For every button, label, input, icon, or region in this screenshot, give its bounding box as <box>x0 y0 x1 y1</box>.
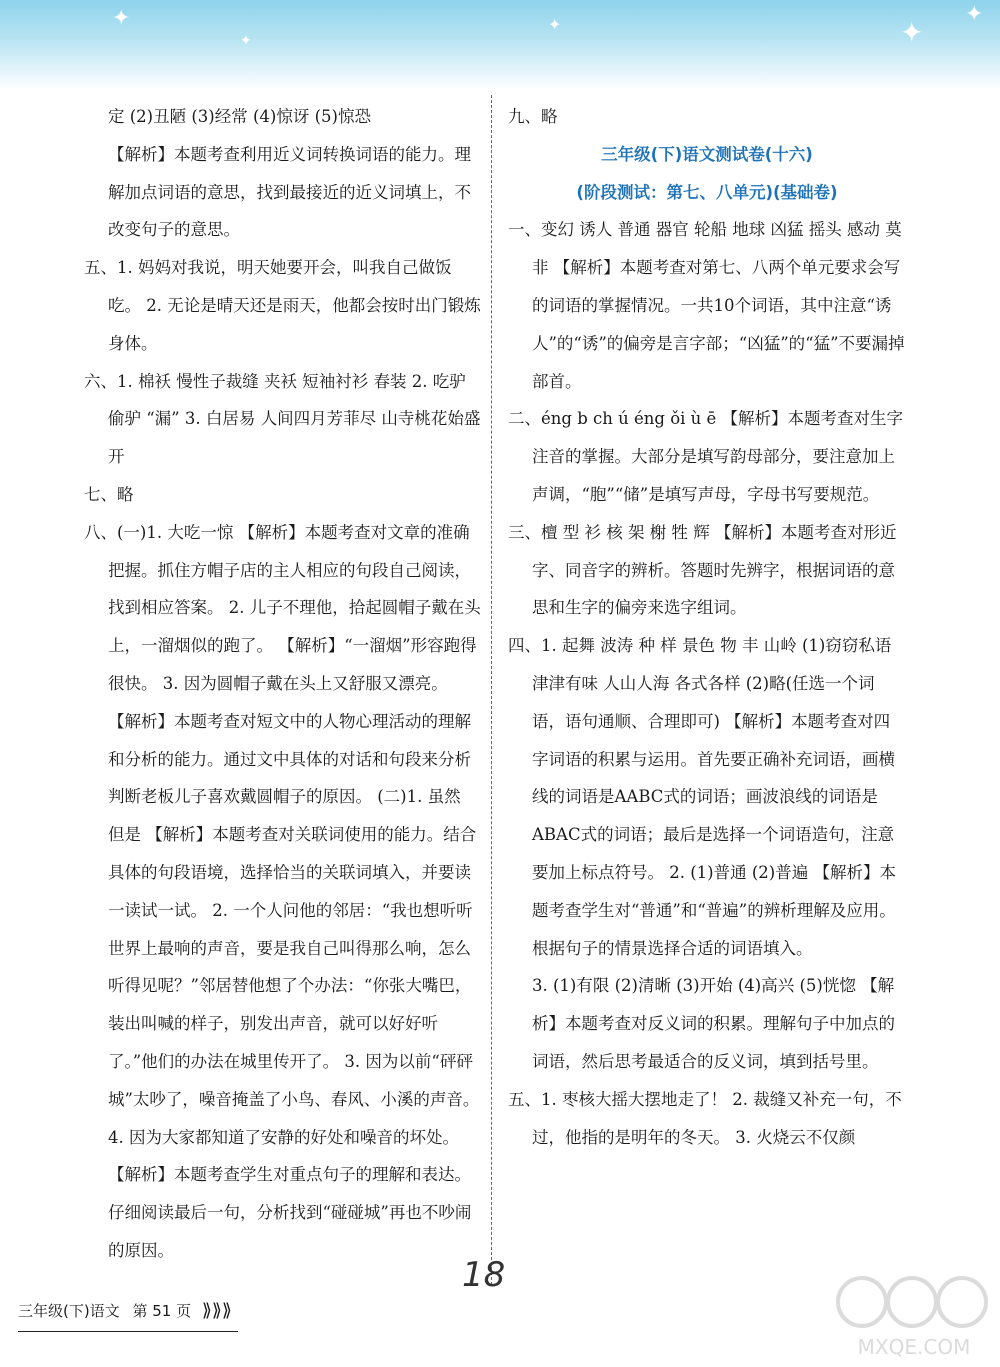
answer-item: 五、1. 妈妈对我说，明天她要开会，叫我自己做饭吃。 2. 无论是晴天还是雨天，他都会按时出门锻炼身体。 <box>84 258 481 353</box>
sparkle-icon: ✦ <box>112 6 131 31</box>
arrows-icon: ⟫⟫⟫ <box>201 1300 232 1321</box>
header-banner <box>0 0 1000 90</box>
answer-item: 九、略 <box>508 107 558 126</box>
test-subtitle: (阶段测试：第七、八单元)(基础卷) <box>576 182 838 202</box>
answer-item: 二、éng b ch ú éng ǒi ù ē 【解析】本题考查对生字注音的掌握。大部分是填写韵母部分，要注意加上声调，“胞”“储”是填写声母，字母书写要规范。 <box>508 409 904 504</box>
footer-page: 第 51 页 <box>132 1302 192 1320</box>
test-title: 三年级(下)语文测试卷(十六) <box>601 144 813 164</box>
right-column <box>508 98 906 1156</box>
answer-item: 三、檀 型 衫 核 架 榭 牲 辉 【解析】本题考查对形近字、同音字的辨析。答题时先辨字，根据词语的意思和生字的偏旁来选字组词。 <box>508 522 897 618</box>
answer-item: 3. (1)有限 (2)清晰 (3)开始 (4)高兴 (5)恍惚 【解析】本题考查对反义词的积累。理解句子中加点的词语，然后思考最适合的反义词，填到括号里。 <box>532 976 895 1071</box>
answer-item: 六、1. 棉袄 慢性子裁缝 夹袄 短袖衬衫 春装 2. 吃驴 偷驴 “漏” 3. 白居易 人间四月芳菲尽 山寺桃花始盛开 <box>84 371 481 467</box>
answer-item: 四、1. 起舞 波涛 种 样 景色 物 丰 山岭 (1)窃窃私语 津津有味 人山人海 各式各样 (2)略(任选一个词语，语句通顺、合理即可) 【解析】本题考查对四字词语的积累与运用。首先要正确补充词语，画横线的词语是AABC式的词语；画波浪线的词语是ABAC式的词语；最后是选择一个词语造句，注意要加上标点符号。 2. (1)普通 (2)普遍 【解析】本题考查学生对“普通”和“普遍”的辨析理解及应用。根据句子的情景选择合适的词语填入。 <box>508 636 896 958</box>
column-divider <box>491 95 492 1285</box>
sparkle-icon: ✦ <box>240 33 252 49</box>
watermark-text: MXQE.COM <box>857 1335 971 1359</box>
footer-rule <box>18 1331 238 1332</box>
page-footer <box>18 1300 468 1330</box>
answer-item: 七、略 <box>84 484 134 504</box>
answer-item: 五、1. 枣核大摇大摆地走了！ 2. 裁缝又补充一句，不过，他指的是明年的冬天。 3. 火烧云不仅颜 <box>508 1089 902 1147</box>
footer-grade: 三年级(下)语文 <box>18 1302 120 1320</box>
left-column <box>84 98 482 1270</box>
sparkle-icon: ✦ <box>900 16 924 49</box>
right-answers <box>508 211 906 1156</box>
answer-item: 定 (2)丑陋 (3)经常 (4)惊讶 (5)惊恐 <box>108 107 371 126</box>
answer-item: 一、变幻 诱人 普通 器官 轮船 地球 凶猛 摇头 感动 莫非 【解析】本题考查对第七、八两个单元要求会写的词语的掌握情况。一共10个词语，其中注意“诱人”的“诱”的偏旁是言字部；“凶猛”的“猛”不要漏掉部首。 <box>508 220 905 391</box>
sparkle-icon: ✦ <box>548 15 562 34</box>
answer-item: 八、(一)1. 大吃一惊 【解析】本题考查对文章的准确把握。抓住方帽子店的主人相应的句段自己阅读，找到相应答案。 2. 儿子不理他，拾起圆帽子戴在头上，一溜烟似的跑了。 【解析】“一溜烟”形容跑得很快。 3. 因为圆帽子戴在头上又舒服又漂亮。 【解析】本题考查对短文中的人物心理活动的理解和分析的能力。通过文中具体的对话和句段来分析判断老板儿子喜欢戴圆帽子的原因。 (二)1. 虽然 但是 【解析】本题考查对关联词使用的能力。结合具体的句段语境，选择恰当的关联词填入，并要读一读试一试。 2. 一个人问他的邻居：“我也想听听世界上最响的声音，要是我自己叫得那么响，怎么听得见呢？”邻居替他想了个办法：“你张大嘴巴，装出叫喊的样子，别发出声音，就可以好好听了。”他们的办法在城里传开了。 3. 因为以前“砰砰城”太吵了，噪音掩盖了小鸟、春风、小溪的声音。 4. 因为大家都知道了安静的好处和噪音的坏处。 【解析】本题考查学生对重点句子的理解和表达。仔细阅读最后一句，分析找到“碰碰城”再也不吵闹的原因。 <box>84 522 481 1260</box>
handwritten-number: 18 <box>462 1255 506 1295</box>
watermark-logo <box>832 1262 997 1362</box>
sparkle-icon: ✦ <box>965 2 984 27</box>
answer-item: 【解析】本题考查利用近义词转换词语的能力。理解加点词语的意思，找到最接近的近义词填上，不改变句子的意思。 <box>108 144 471 240</box>
